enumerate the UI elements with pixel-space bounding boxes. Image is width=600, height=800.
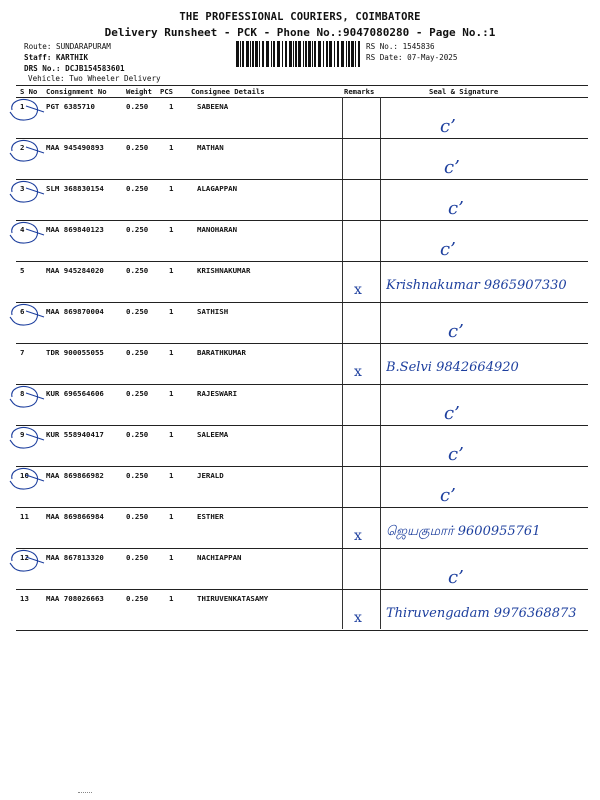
drs-label: DRS No.: <box>24 64 61 73</box>
sno-pen-circle-icon <box>6 465 46 493</box>
row-pcs: 1 <box>169 594 174 603</box>
row-rule <box>16 302 588 303</box>
signature-handwriting: c’ <box>448 444 464 465</box>
rs-no-line <box>366 41 435 52</box>
row-weight: 0.250 <box>126 266 149 275</box>
signature-handwriting: ஜெயகுமார் 9600955761 <box>386 524 541 539</box>
signature-handwriting: Krishnakumar 9865907330 <box>386 278 567 293</box>
route-line <box>24 41 111 52</box>
staff-line <box>24 52 88 63</box>
barcode-image <box>236 41 360 67</box>
col-header-sno: S No <box>20 87 38 96</box>
row-weight: 0.250 <box>126 389 149 398</box>
signature-handwriting: c’ <box>444 403 460 424</box>
sno-pen-circle-icon <box>6 219 46 247</box>
header-top-rule <box>16 85 588 86</box>
rs-no-label: RS No.: <box>366 42 399 51</box>
sno-pen-circle-icon <box>6 383 46 411</box>
row-pcs: 1 <box>169 389 174 398</box>
row-sno: 5 <box>20 266 25 275</box>
col-header-remarks: Remarks <box>344 87 375 96</box>
signature-handwriting: c’ <box>440 239 456 260</box>
row-sno: 6 <box>20 307 25 316</box>
row-consignee-name: MANOHARAN <box>197 225 238 234</box>
remarks-column-rule <box>342 97 343 629</box>
row-consignment-no: TDR 900055055 <box>46 348 104 357</box>
row-consignee-name: SATHISH <box>197 307 229 316</box>
row-sno: 9 <box>20 430 25 439</box>
vehicle-line <box>28 73 161 84</box>
row-rule <box>16 425 588 426</box>
signature-handwriting: c’ <box>440 485 456 506</box>
col-header-consignee: Consignee Details <box>191 87 265 96</box>
row-consignment-no: SLM 368830154 <box>46 184 104 193</box>
remarks-mark: x <box>354 610 362 626</box>
row-consignee-name: BARATHKUMAR <box>197 348 246 357</box>
col-header-pcs: PCS <box>160 87 173 96</box>
row-consignment-no: MAA 869866984 <box>46 512 104 521</box>
row-sno: 11 <box>20 512 29 521</box>
sno-pen-circle-icon <box>6 547 46 575</box>
row-weight: 0.250 <box>126 225 149 234</box>
row-rule <box>16 384 588 385</box>
row-rule <box>16 630 588 631</box>
row-rule <box>16 507 588 508</box>
row-pcs: 1 <box>169 430 174 439</box>
row-consignee-name: ALAGAPPAN <box>197 184 238 193</box>
row-rule <box>16 343 588 344</box>
row-rule <box>16 179 588 180</box>
row-consignee-name: THIRUVENKATASAMY <box>197 594 269 603</box>
row-sno: 8 <box>20 389 25 398</box>
row-sno: 7 <box>20 348 25 357</box>
runsheet-subtitle: Delivery Runsheet - PCK - Phone No.:9047080280 - Page No.:1 <box>104 26 496 39</box>
remarks-mark: x <box>354 528 362 544</box>
col-header-weight: Weight <box>126 87 152 96</box>
route-value: SUNDARAPURAM <box>56 42 111 51</box>
row-sno: 12 <box>20 553 29 562</box>
company-title: THE PROFESSIONAL COURIERS, COIMBATORE <box>179 11 421 23</box>
row-weight: 0.250 <box>126 430 149 439</box>
rs-date-label: RS Date: <box>366 53 403 62</box>
vehicle-value: Two Wheeler Delivery <box>69 74 161 83</box>
row-consignment-no: MAA 867813320 <box>46 553 104 562</box>
row-weight: 0.250 <box>126 143 149 152</box>
signature-handwriting: c’ <box>440 116 456 137</box>
row-pcs: 1 <box>169 471 174 480</box>
footer-mark <box>78 792 92 793</box>
sno-pen-circle-icon <box>6 137 46 165</box>
col-header-consignment: Consignment No <box>46 87 107 96</box>
row-pcs: 1 <box>169 266 174 275</box>
row-pcs: 1 <box>169 512 174 521</box>
row-rule <box>16 138 588 139</box>
row-sno: 1 <box>20 102 25 111</box>
row-sno: 3 <box>20 184 25 193</box>
row-pcs: 1 <box>169 553 174 562</box>
row-consignee-name: JERALD <box>197 471 224 480</box>
signature-handwriting: Thiruvengadam 9976368873 <box>386 606 577 621</box>
header-bottom-rule <box>16 97 588 98</box>
row-sno: 2 <box>20 143 25 152</box>
row-consignment-no: PGT 6385710 <box>46 102 95 111</box>
staff-label: Staff: <box>24 53 52 62</box>
row-rule <box>16 548 588 549</box>
row-consignment-no: KUR 696564606 <box>46 389 104 398</box>
row-consignment-no: MAA 945284020 <box>46 266 104 275</box>
sno-pen-circle-icon <box>6 96 46 124</box>
row-consignee-name: ESTHER <box>197 512 224 521</box>
row-consignment-no: KUR 558940417 <box>46 430 104 439</box>
row-pcs: 1 <box>169 102 174 111</box>
vehicle-label: Vehicle: <box>28 74 65 83</box>
row-weight: 0.250 <box>126 307 149 316</box>
route-label: Route: <box>24 42 52 51</box>
sno-pen-circle-icon <box>6 301 46 329</box>
row-consignee-name: KRISHNAKUMAR <box>197 266 251 275</box>
row-weight: 0.250 <box>126 184 149 193</box>
row-weight: 0.250 <box>126 348 149 357</box>
row-consignment-no: MAA 869866982 <box>46 471 104 480</box>
row-rule <box>16 261 588 262</box>
row-weight: 0.250 <box>126 102 149 111</box>
row-consignment-no: MAA 869840123 <box>46 225 104 234</box>
rs-date-line <box>366 52 457 63</box>
row-weight: 0.250 <box>126 471 149 480</box>
row-pcs: 1 <box>169 184 174 193</box>
remarks-mark: x <box>354 282 362 298</box>
row-consignment-no: MAA 869870004 <box>46 307 104 316</box>
row-sno: 10 <box>20 471 29 480</box>
row-sno: 13 <box>20 594 29 603</box>
row-consignee-name: SALEEMA <box>197 430 229 439</box>
row-weight: 0.250 <box>126 512 149 521</box>
row-consignee-name: NACHIAPPAN <box>197 553 242 562</box>
drs-value: DCJB154583601 <box>65 64 125 73</box>
row-consignee-name: MATHAN <box>197 143 224 152</box>
row-pcs: 1 <box>169 225 174 234</box>
remarks-mark: x <box>354 364 362 380</box>
rs-no-value: 1545836 <box>402 42 435 51</box>
staff-value: KARTHIK <box>56 53 89 62</box>
row-rule <box>16 589 588 590</box>
row-weight: 0.250 <box>126 553 149 562</box>
signature-handwriting: c’ <box>448 321 464 342</box>
row-rule <box>16 220 588 221</box>
row-sno: 4 <box>20 225 25 234</box>
row-pcs: 1 <box>169 348 174 357</box>
row-rule <box>16 466 588 467</box>
row-pcs: 1 <box>169 307 174 316</box>
row-consignee-name: RAJESWARI <box>197 389 238 398</box>
col-header-signature: Seal & Signature <box>429 87 499 96</box>
signature-handwriting: c’ <box>448 198 464 219</box>
rs-date-value: 07-May-2025 <box>407 53 458 62</box>
sno-pen-circle-icon <box>6 178 46 206</box>
signature-column-rule <box>380 97 381 629</box>
row-consignee-name: SABEENA <box>197 102 229 111</box>
signature-handwriting: B.Selvi 9842664920 <box>386 360 519 375</box>
row-pcs: 1 <box>169 143 174 152</box>
row-consignment-no: MAA 945490893 <box>46 143 104 152</box>
signature-handwriting: c’ <box>444 157 460 178</box>
row-weight: 0.250 <box>126 594 149 603</box>
signature-handwriting: c’ <box>448 567 464 588</box>
row-consignment-no: MAA 708026663 <box>46 594 104 603</box>
sno-pen-circle-icon <box>6 424 46 452</box>
